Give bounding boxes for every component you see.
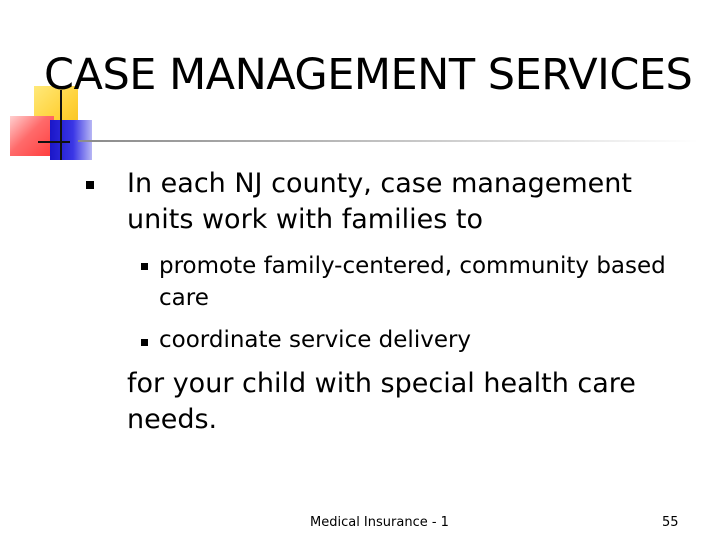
- title-underline-rule: [78, 140, 698, 142]
- main-bullet-text: In each NJ county, case management units work with families to: [127, 168, 632, 235]
- sub-bullet-text-2: coordinate service delivery: [159, 327, 472, 353]
- decor-red-square: [10, 116, 54, 156]
- decor-vertical-line: [60, 90, 62, 160]
- decor-horizontal-line: [38, 141, 70, 143]
- slide-title: CASE MANAGEMENT SERVICES: [44, 50, 693, 100]
- footer-text: Medical Insurance - 1: [310, 515, 449, 530]
- page-number: 55: [662, 515, 679, 530]
- continuation-text: for your child with special health care needs.: [127, 368, 636, 435]
- square-bullet-icon: [141, 263, 148, 270]
- square-bullet-icon: [141, 339, 148, 346]
- sub-bullet-text-1: promote family-centered, community based care: [159, 253, 666, 311]
- square-bullet-icon: [86, 181, 94, 189]
